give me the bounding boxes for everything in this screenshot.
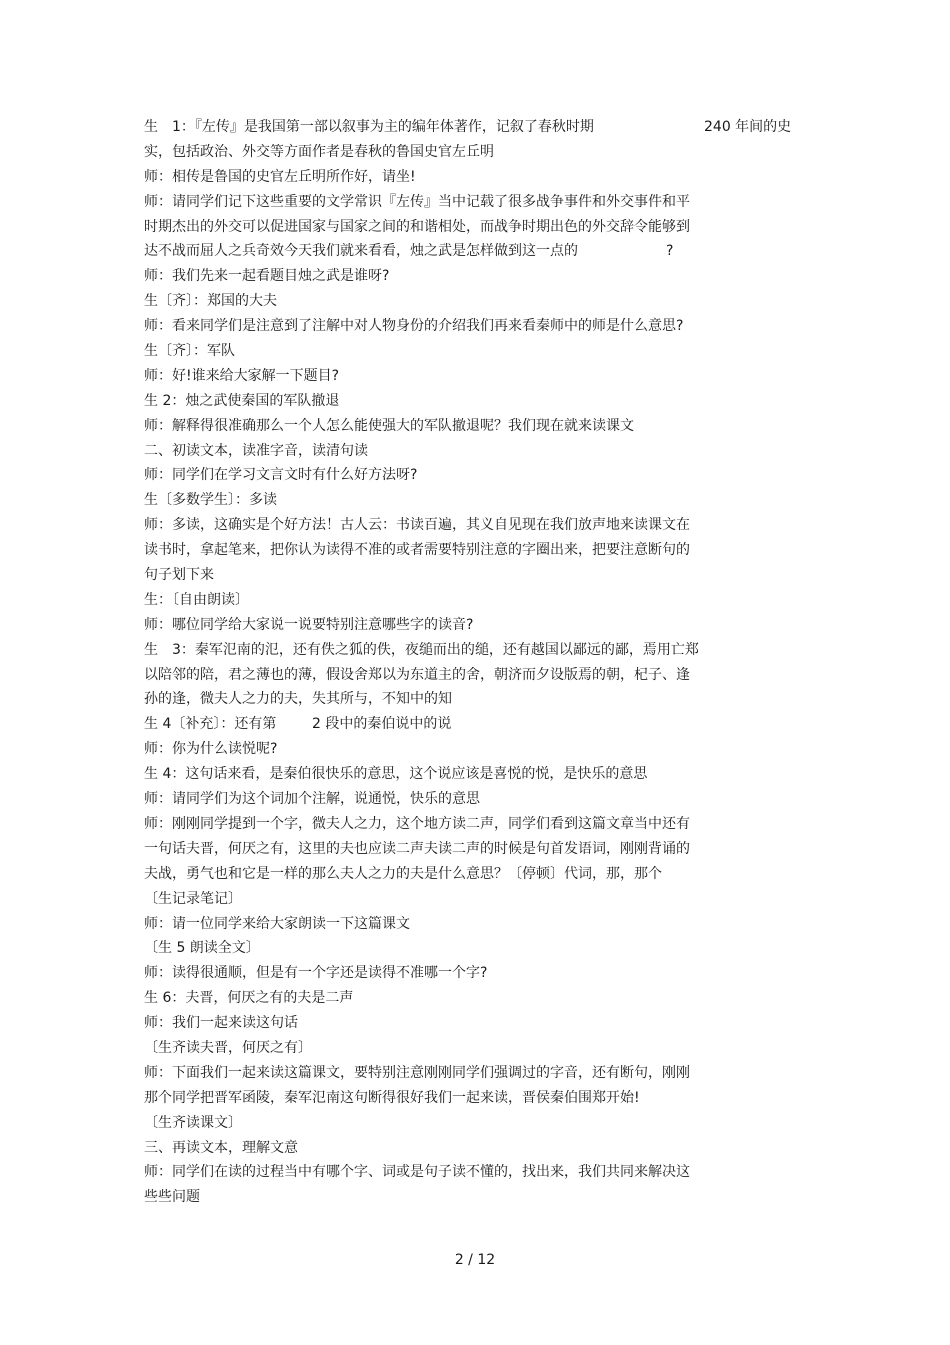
text-line: 实，包括政治、外交等方面作者是春秋的鲁国史官左丘明: [144, 143, 494, 160]
text-line: 师：下面我们一起来读这篇课文，要特别注意刚刚同学们强调过的字音，还有断句，刚刚: [144, 1064, 690, 1081]
document-body: [144, 115, 804, 1210]
text-line: 师：读得很通顺，但是有一个字还是读得不准哪一个字?: [144, 965, 488, 982]
text-line: 生 4：这句话来看，是秦伯很快乐的意思，这个说应该是喜悦的悦，是快乐的意思: [144, 766, 648, 783]
text-line: 句子划下来: [144, 567, 214, 584]
text-line: 一句话夫晋，何厌之有，这里的夫也应读二声夫读二声的时候是句首发语词，刚刚背诵的: [144, 840, 690, 857]
text-segment: 生 1：『左传』是我国第一部以叙事为主的编年体著作，记叙了春秋时期: [144, 119, 594, 135]
text-line: 〔生 5 朗读全文〕: [144, 940, 260, 957]
text-line: 师：多读，这确实是个好方法！古人云：书读百遍，其义自见现在我们放声地来读课文在: [144, 517, 690, 534]
text-segment: 2 段中的秦伯说中的说: [312, 716, 452, 733]
text-segment: 240 年间的史: [704, 119, 792, 135]
text-line: [144, 712, 804, 737]
text-line: 师：好!谁来给大家解一下题目?: [144, 367, 340, 384]
text-line: 三、再读文本，理解文意: [144, 1139, 298, 1156]
text-line: 师：我们一起来读这句话: [144, 1015, 298, 1032]
text-line: 生：〔自由朗读〕: [144, 591, 249, 608]
text-line: 时期杰出的外交可以促进国家与国家之间的和谐相处，而战争时期出色的外交辞令能够到: [144, 218, 690, 235]
text-line: 师：我们先来一起看题目烛之武是谁呀?: [144, 268, 390, 285]
text-line: 师：相传是鲁国的史官左丘明所作好，请坐!: [144, 168, 416, 185]
text-line: 〔生记录笔记〕: [144, 890, 242, 907]
text-line: 师：请同学们为这个词加个注解，说通悦，快乐的意思: [144, 791, 480, 808]
text-line: 师：解释得很准确那么一个人怎么能使强大的军队撤退呢？我们现在就来读课文: [144, 417, 634, 434]
text-line: 〔生齐读夫晋，何厌之有〕: [144, 1039, 312, 1056]
text-segment: ?: [666, 243, 674, 260]
text-line: 以陪邻的陪，君之薄也的薄，假设舍郑以为东道主的舍，朝济而夕设版焉的朝，杞子、逢: [144, 666, 690, 683]
text-line: 师：请一位同学来给大家朗读一下这篇课文: [144, 915, 410, 932]
text-line: 些些问题: [144, 1189, 200, 1206]
text-line: 师：请同学们记下这些重要的文学常识『左传』当中记载了很多战争事件和外交事件和平: [144, 193, 690, 210]
text-line: 生〔多数学生〕：多读: [144, 492, 277, 509]
text-line: 生 6：夫晋，何厌之有的夫是二声: [144, 990, 354, 1007]
text-line: 生〔齐〕：郑国的大夫: [144, 293, 277, 310]
text-line: 孙的逢，微夫人之力的夫，失其所与，不知中的知: [144, 691, 452, 708]
text-line: 夫战，勇气也和它是一样的那么夫人之力的夫是什么意思？〔停顿〕代词，那，那个: [144, 865, 662, 882]
text-line: 读书时，拿起笔来，把你认为读得不准的或者需要特别注意的字圈出来，把要注意断句的: [144, 542, 690, 559]
text-line: 师：刚刚同学提到一个字，微夫人之力，这个地方读二声，同学们看到这篇文章当中还有: [144, 815, 690, 832]
text-line: [144, 239, 804, 264]
text-line: 生 3：秦军氾南的氾，还有佚之狐的佚，夜缒而出的缒，还有越国以鄙远的鄙，焉用亡郑: [144, 641, 699, 658]
text-segment: 达不战而屈人之兵奇效今天我们就来看看，烛之武是怎样做到这一点的: [144, 243, 578, 260]
text-line: 〔生齐读课文〕: [144, 1114, 242, 1131]
text-line: 生〔齐〕：军队: [144, 343, 235, 360]
page-number: 2 / 12: [454, 1252, 496, 1268]
text-line: 师：你为什么读悦呢?: [144, 741, 278, 758]
text-line: [144, 115, 804, 140]
text-line: 那个同学把晋军函陵，秦军氾南这句断得很好我们一起来读，晋侯秦伯围郑开始!: [144, 1089, 640, 1106]
text-line: 师：看来同学们是注意到了注解中对人物身份的介绍我们再来看秦师中的师是什么意思?: [144, 318, 684, 335]
text-segment: 生 4〔补充〕：还有第: [144, 716, 277, 733]
text-line: 二、初读文本，读准字音，读清句读: [144, 442, 368, 459]
text-line: 师：同学们在学习文言文时有什么好方法呀?: [144, 467, 418, 484]
text-line: 生 2：烛之武使秦国的军队撤退: [144, 392, 340, 409]
text-line: 师：哪位同学给大家说一说要特别注意哪些字的读音?: [144, 616, 474, 633]
text-line: 师：同学们在读的过程当中有哪个字、词或是句子读不懂的，找出来，我们共同来解决这: [144, 1164, 690, 1181]
